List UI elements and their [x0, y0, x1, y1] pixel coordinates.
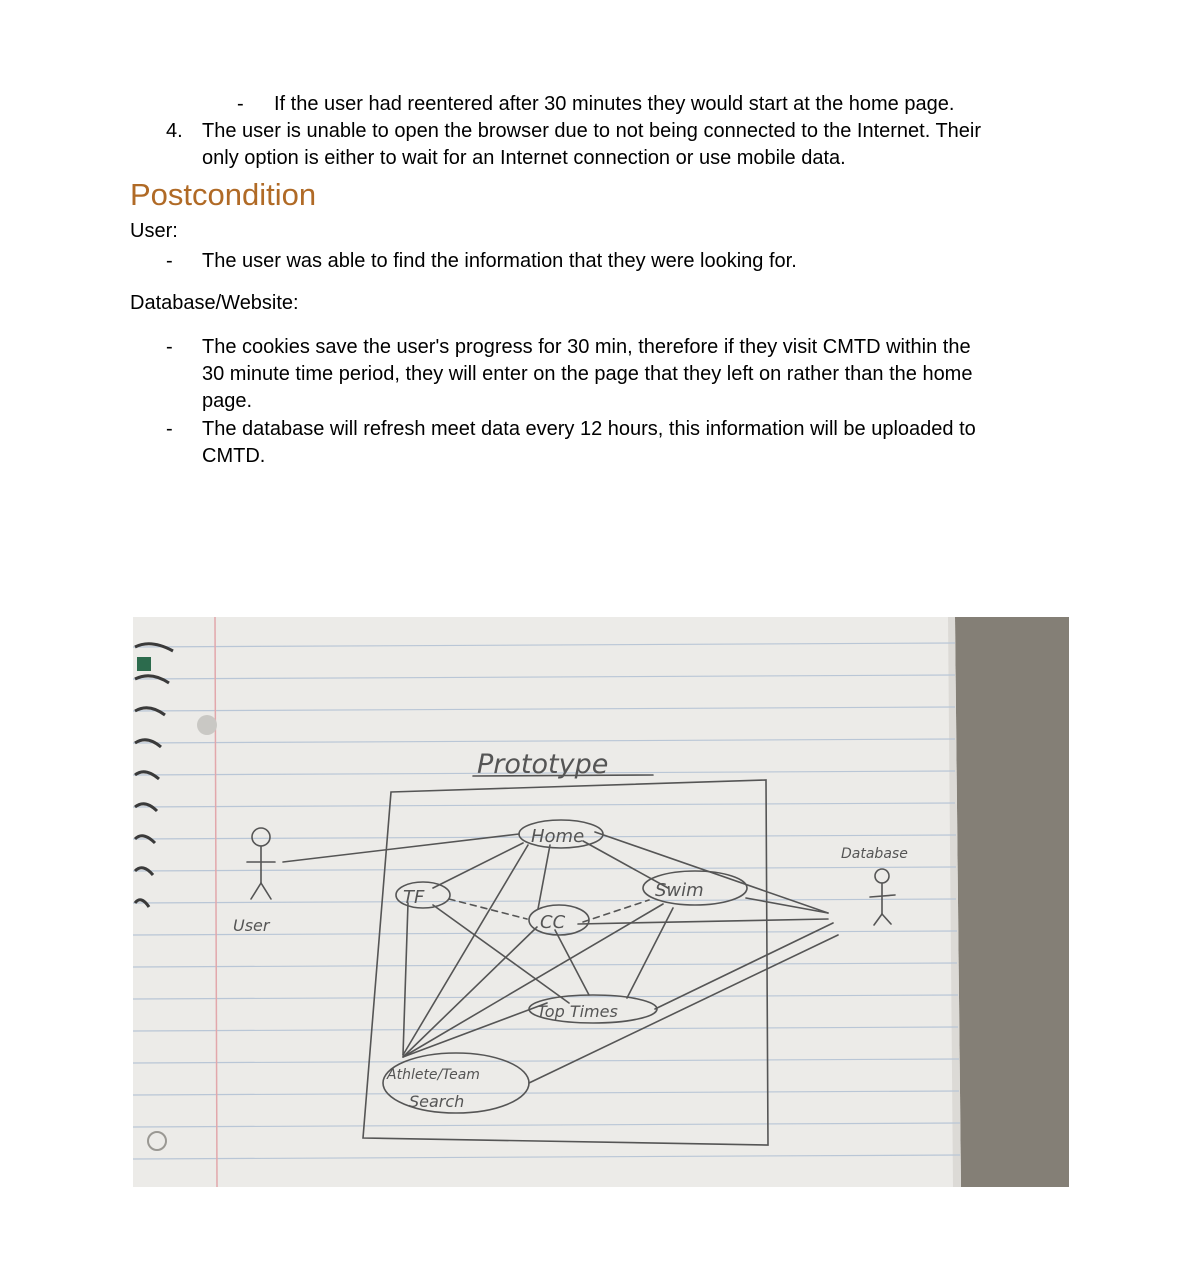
bullet-dash: -: [166, 336, 173, 358]
node-swim-label: Swim: [655, 880, 704, 901]
sketch-title: Prototype: [477, 749, 609, 780]
node-home-label: Home: [531, 826, 585, 847]
db-bullet-2-line-1: The database will refresh meet data every 12 hours, this information will be uploaded to: [202, 418, 976, 440]
node-top-times-label: Top Times: [537, 1002, 618, 1021]
db-bullet-1-line-2: 30 minute time period, they will enter on the page that they left on rather than the home: [202, 363, 973, 385]
node-tf-label: TF: [403, 887, 425, 908]
sub-item-text: If the user had reentered after 30 minutes they would start at the home page.: [274, 93, 955, 115]
node-search-label-2: Search: [409, 1092, 465, 1111]
db-bullet-2-line-2: CMTD.: [202, 445, 266, 467]
use-case-sketch: [133, 617, 1069, 1187]
punch-hole: [197, 715, 217, 735]
node-search-label-1: Athlete/Team: [387, 1067, 480, 1083]
postcondition-heading: Postcondition: [130, 177, 317, 212]
node-cc-label: CC: [540, 912, 566, 933]
list-item-4-line-1: The user is unable to open the browser due to not being connected to the Internet. Their: [202, 120, 982, 142]
actor-user-label: User: [233, 916, 270, 935]
bullet-dash: -: [237, 93, 244, 115]
list-item-4-line-2: only option is either to wait for an Internet connection or use mobile data.: [202, 147, 846, 169]
user-label: User:: [130, 220, 178, 242]
bullet-dash: -: [166, 250, 173, 272]
list-item-number: 4.: [166, 120, 183, 142]
bullet-dash: -: [166, 418, 173, 440]
db-bullet-1-line-1: The cookies save the user's progress for 30 min, therefore if they visit CMTD within the: [202, 336, 971, 358]
db-bullet-1-line-3: page.: [202, 390, 253, 412]
tab-marker: [137, 657, 151, 671]
database-website-label: Database/Website:: [130, 292, 299, 314]
actor-database-label: Database: [841, 846, 908, 862]
notebook-sketch-photo: [133, 617, 1069, 1187]
user-bullet: The user was able to find the information that they were looking for.: [202, 250, 797, 272]
